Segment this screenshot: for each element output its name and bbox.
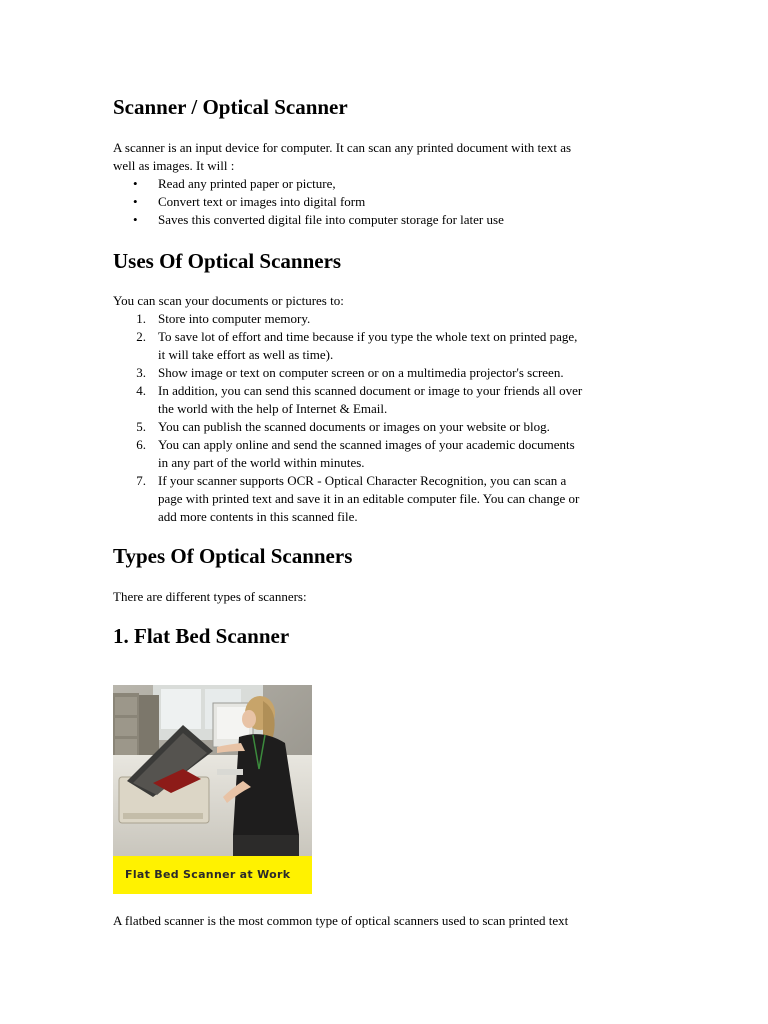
types-intro: There are different types of scanners: (113, 589, 307, 604)
heading-uses: Uses Of Optical Scanners (113, 249, 342, 273)
intro-line-1: A scanner is an input device for computer. It can scan any printed document with text as (113, 140, 572, 155)
figure-caption: Flat Bed Scanner at Work (113, 856, 312, 894)
list-item: • Convert text or images into digital form (133, 194, 366, 209)
intro-line-2: well as images. It will : (113, 158, 235, 173)
bullet-icon: • (133, 194, 138, 209)
list-item: 3. Show image or text on computer screen or on a multimedia projector's screen. (136, 365, 564, 380)
heading-flatbed: 1. Flat Bed Scanner (113, 624, 290, 648)
heading-scanner: Scanner / Optical Scanner (113, 95, 348, 119)
list-item: • Read any printed paper or picture, (133, 176, 336, 191)
list-item: 2. To save lot of effort and time because if you type the whole text on printed page, it will take effort as well as time). (136, 329, 578, 362)
bullet-icon: • (133, 176, 138, 191)
list-item: 4. In addition, you can send this scanned document or image to your friends all over the world with the help of Internet & Email. (136, 383, 583, 416)
list-item: • Saves this converted digital file into computer storage for later use (133, 212, 504, 227)
intro-paragraph (113, 139, 653, 175)
list-item: 6. You can apply online and send the scanned images of your academic documents in any part of the world within minutes. (136, 437, 575, 470)
flatbed-description: A flatbed scanner is the most common type of optical scanners used to scan printed text (113, 913, 569, 928)
list-item: 1. Store into computer memory. (136, 311, 311, 326)
flatbed-scanner-figure (113, 685, 312, 894)
uses-intro: You can scan your documents or pictures to: (113, 293, 344, 308)
uses-list (113, 310, 653, 526)
flatbed-scanner-photo (113, 685, 312, 856)
heading-types: Types Of Optical Scanners (113, 544, 353, 568)
bullet-icon: • (133, 212, 138, 227)
scanner-functions-list (113, 175, 653, 229)
list-item: 5. You can publish the scanned documents or images on your website or blog. (136, 419, 550, 434)
list-item: 7. If your scanner supports OCR - Optical Character Recognition, you can scan a page with printed text and save it in an editable computer file. You can change or add more contents in this scanned file. (136, 473, 580, 524)
